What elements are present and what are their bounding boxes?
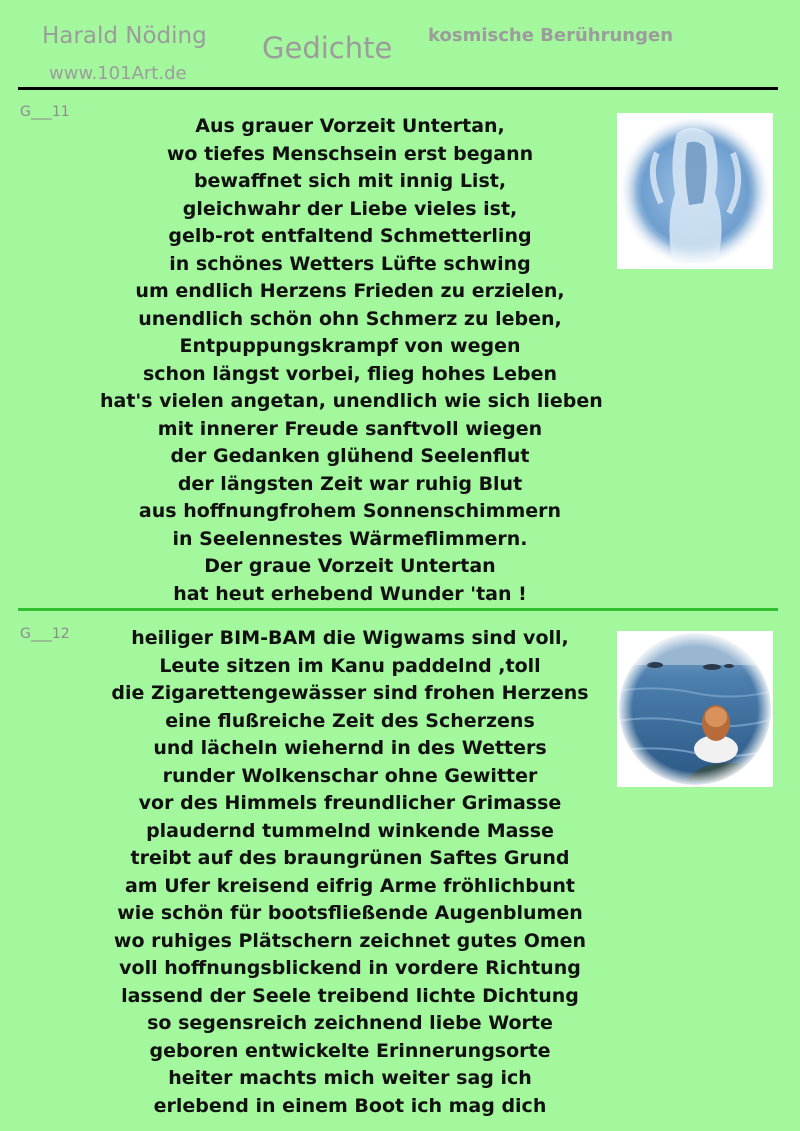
poem-line: hat heut erhebend Wunder 'tan ! (173, 582, 527, 605)
page-title: Gedichte (262, 31, 393, 65)
lake-swimmer-picture[interactable] (617, 631, 773, 787)
poem-line: hat's vielen angetan, unendlich wie sich lieben (100, 390, 603, 412)
angel-statue-picture[interactable] (617, 113, 773, 269)
poem-line: eine flußreiche Zeit des Scherzens (165, 709, 535, 732)
poem-line: erlebend in einem Boot ich mag dich (153, 1094, 547, 1117)
poem-line: lassend der Seele treibend lichte Dichtung (121, 984, 579, 1007)
poem-line: der längsten Zeit war ruhig Blut (177, 472, 523, 495)
poem-line: so segensreich zeichnend liebe Worte (147, 1012, 553, 1034)
poem-line: Leute sitzen im Kanu paddelnd ,toll (159, 654, 541, 677)
poem-id: G___11 (20, 104, 70, 120)
poem-line: in Seelennestes Wärmeflimmern. (172, 527, 528, 550)
poem-line: der Gedanken glühend Seelenflut (170, 445, 530, 467)
poem-line: vor des Himmels freundlicher Grimasse (138, 792, 562, 814)
poem-line: wo tiefes Menschsein erst begann (166, 142, 534, 165)
poem-line: unendlich schön ohn Schmerz zu leben, (138, 307, 562, 330)
poem-text (100, 113, 603, 608)
poem-line: wo ruhiges Plätschern zeichnet gutes Omen (113, 929, 587, 952)
poem-line: voll hoffnungsblickend in vordere Richtung (119, 957, 581, 979)
poem-line: schon längst vorbei, flieg hohes Leben (142, 362, 558, 385)
poem-line: um endlich Herzens Frieden zu erzielen, (135, 280, 565, 302)
poem-line: gleichwahr der Liebe vieles ist, (182, 197, 518, 220)
poem-line: Der graue Vorzeit Untertan (204, 555, 496, 577)
poem-line: aus hoffnungfrohem Sonnenschimmern (138, 500, 562, 522)
poem-line: heiter machts mich weiter sag ich (168, 1067, 532, 1089)
poem-line: treibt auf des braungrünen Saftes Grund (130, 847, 570, 869)
poem-id: G___12 (20, 626, 70, 642)
poem-text (100, 625, 600, 1120)
author-name: Harald Nöding (42, 23, 207, 49)
poem-line: die Zigarettengewässer sind frohen Herzens (111, 682, 589, 704)
poem-line: heiliger BIM-BAM die Wigwams sind voll, (131, 627, 569, 649)
website-link[interactable]: www.101Art.de (49, 63, 187, 84)
header-divider (18, 87, 778, 90)
section-divider (18, 608, 778, 611)
poem-line: Aus grauer Vorzeit Untertan, (195, 115, 505, 137)
poem-line: wie schön für bootsfließende Augenblumen (117, 902, 583, 924)
poem-line: mit innerer Freude sanftvoll wiegen (157, 417, 543, 440)
poem-line: in schönes Wetters Lüfte schwing (169, 252, 531, 275)
poem-line: plaudernd tummelnd winkende Masse (146, 819, 554, 842)
poem-line: runder Wolkenschar ohne Gewitter (162, 764, 538, 787)
poem-line: gelb-rot entfaltend Schmetterling (168, 225, 532, 247)
poem-line: bewaffnet sich mit innig List, (193, 170, 507, 192)
poem-line: am Ufer kreisend eifrig Arme fröhlichbunt (124, 874, 576, 897)
poem-line: und lächeln wiehernd in des Wetters (153, 737, 547, 759)
page-subtitle: kosmische Berührungen (428, 25, 674, 46)
poem-line: Entpuppungskrampf von wegen (179, 335, 521, 357)
poem-line: geboren entwickelte Erinnerungsorte (149, 1039, 551, 1062)
